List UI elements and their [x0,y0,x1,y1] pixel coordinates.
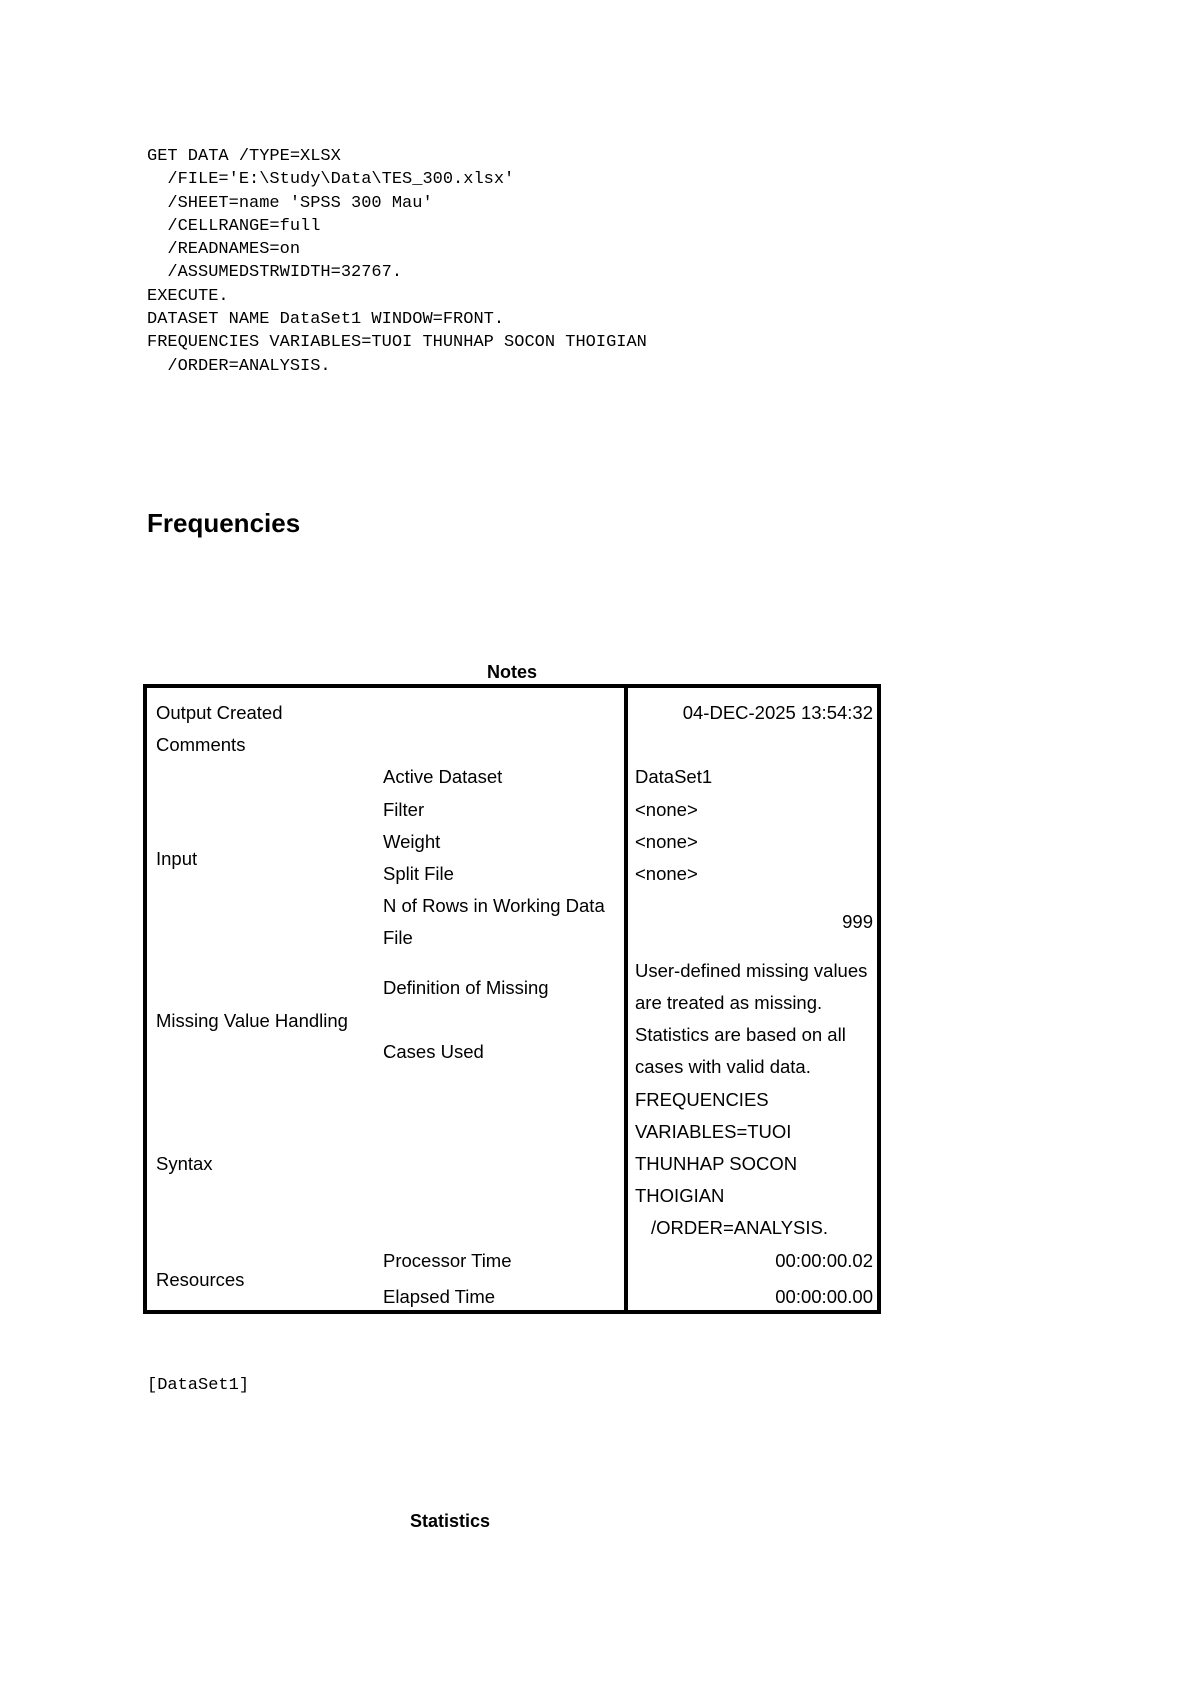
cases-used-value-continued: cases with valid data. [635,1056,811,1077]
syntax-value: VARIABLES=TUOI [635,1121,792,1142]
comments-label: Comments [156,734,246,755]
weight-value: <none> [635,831,698,852]
cases-used-label: Cases Used [383,1041,484,1062]
syntax-line: /READNAMES=on [147,240,301,260]
n-rows-value: 999 [842,911,873,932]
notes-table-divider [624,684,628,1314]
input-label: Input [156,848,198,869]
syntax-value: THOIGIAN [635,1185,725,1206]
statistics-table-title: Statistics [410,1511,491,1531]
syntax-line: /CELLRANGE=full [147,216,321,236]
notes-table-title: Notes [487,662,538,682]
syntax-line: /ASSUMEDSTRWIDTH=32767. [147,263,403,283]
definition-of-missing-value: User-defined missing values [635,960,868,981]
output-created-value: 04-DEC-2025 13:54:32 [682,702,873,723]
section-heading: Frequencies [147,508,301,538]
missing-value-handling-label: Missing Value Handling [156,1010,348,1031]
resources-label: Resources [156,1269,245,1290]
n-rows-label: N of Rows in Working Data [383,895,605,916]
processor-time-value: 00:00:00.02 [775,1250,873,1271]
n-rows-label-continued: File [383,927,413,948]
active-dataset-value: DataSet1 [635,766,713,787]
syntax-line: DATASET NAME DataSet1 WINDOW=FRONT. [147,310,505,330]
syntax-line: /FILE='E:\Study\Data\TES_300.xlsx' [147,170,515,190]
syntax-line: /SHEET=name 'SPSS 300 Mau' [147,193,433,213]
syntax-line: EXECUTE. [147,286,229,306]
processor-time-label: Processor Time [383,1250,512,1271]
elapsed-time-label: Elapsed Time [383,1286,496,1307]
syntax-label: Syntax [156,1153,213,1174]
weight-label: Weight [383,831,441,852]
syntax-line: FREQUENCIES VARIABLES=TUOI THUNHAP SOCON THOIGIAN [147,333,647,353]
filter-label: Filter [383,799,425,820]
filter-value: <none> [635,799,698,820]
active-dataset-label: Active Dataset [383,766,503,787]
dataset-log: [DataSet1] [147,1376,250,1395]
split-file-value: <none> [635,863,698,884]
syntax-block [147,145,647,378]
definition-of-missing-label: Definition of Missing [383,977,549,998]
syntax-line: GET DATA /TYPE=XLSX [147,147,341,166]
syntax-line: /ORDER=ANALYSIS. [147,356,331,376]
split-file-label: Split File [383,863,454,884]
definition-of-missing-value-continued: are treated as missing. [635,992,823,1013]
output-created-label: Output Created [156,702,283,723]
syntax-value: /ORDER=ANALYSIS. [651,1217,829,1238]
syntax-value: FREQUENCIES [635,1089,769,1110]
syntax-value: THUNHAP SOCON [635,1153,798,1174]
elapsed-time-value: 00:00:00.00 [775,1286,873,1307]
cases-used-value: Statistics are based on all [635,1024,846,1045]
